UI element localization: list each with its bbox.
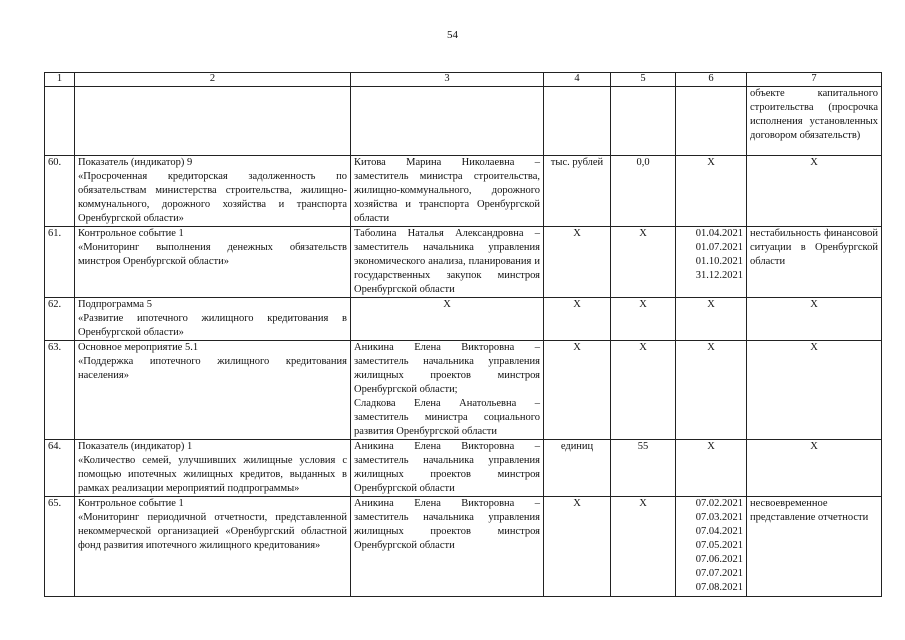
row-value: X [611, 341, 676, 440]
header-col-7: 7 [747, 73, 882, 87]
row-dates: X [676, 298, 747, 341]
row-name [75, 227, 351, 298]
row-description: «Количество семей, улучшивших жилищные условия с помощью ипотечных жилищных кредитов, выданных в рамках реализации мероприятий подпрограммы» [78, 455, 347, 494]
date: 07.08.2021 [695, 582, 743, 593]
row-dates: X [676, 156, 747, 227]
row-name [75, 341, 351, 440]
row-responsible [351, 341, 544, 440]
table-row-64 [45, 440, 882, 497]
row-value: 55 [611, 440, 676, 497]
row-dates: X [676, 341, 747, 440]
row-unit: тыс. рублей [544, 156, 611, 227]
row-unit: X [544, 298, 611, 341]
row-unit: X [544, 497, 611, 597]
row-number: 63. [45, 341, 75, 440]
row-name [75, 440, 351, 497]
row-title: Контрольное событие 1 [78, 498, 184, 509]
table-row-60 [45, 156, 882, 227]
header-col-2: 2 [75, 73, 351, 87]
date: 07.06.2021 [695, 554, 743, 565]
responsible-person: Аникина Елена Викторовна – заместитель начальника управления жилищных проектов минстроя Оренбургской области; [354, 342, 540, 395]
table-row-62 [45, 298, 882, 341]
row-value: 0,0 [611, 156, 676, 227]
table-row-63 [45, 341, 882, 440]
date: 07.04.2021 [695, 526, 743, 537]
date: 01.07.2021 [695, 242, 743, 253]
header-col-3: 3 [351, 73, 544, 87]
row-description: «Поддержка ипотечного жилищного кредитования населения» [78, 356, 347, 381]
row-responsible: Таболина Наталья Александровна – заместитель начальника управления экономического анализа, планирования и государственных закупок минстроя Оренбургской области [351, 227, 544, 298]
row-name [75, 156, 351, 227]
row-number: 64. [45, 440, 75, 497]
row-number: 61. [45, 227, 75, 298]
date: 31.12.2021 [695, 270, 743, 281]
row-title: Показатель (индикатор) 9 [78, 157, 193, 168]
row-responsible: Китова Марина Николаевна – заместитель министра строительства, жилищно-коммунального, дорожного хозяйства и транспорта Оренбургской области [351, 156, 544, 227]
row-risk: нестабильность финансовой ситуации в Оренбургской области [747, 227, 882, 298]
row-number: 60. [45, 156, 75, 227]
row-title: Показатель (индикатор) 1 [78, 441, 193, 452]
responsible-person: Сладкова Елена Анатольевна – заместитель министра социального развития Оренбургской области [354, 398, 540, 437]
row-dates [676, 227, 747, 298]
row-title: Контрольное событие 1 [78, 228, 184, 239]
row-title: Подпрограмма 5 [78, 299, 152, 310]
row-value: X [611, 298, 676, 341]
date: 01.04.2021 [695, 228, 743, 239]
continuation-row [45, 87, 882, 156]
row-risk: X [747, 341, 882, 440]
header-col-1: 1 [45, 73, 75, 87]
row-risk: несвоевременное представление отчетности [747, 497, 882, 597]
table-row-61 [45, 227, 882, 298]
row-description: «Мониторинг выполнения денежных обязательств минстроя Оренбургской области» [78, 242, 347, 267]
row-number: 65. [45, 497, 75, 597]
row-unit: X [544, 341, 611, 440]
row-unit: единиц [544, 440, 611, 497]
plan-table [44, 72, 882, 597]
row-number: 62. [45, 298, 75, 341]
row-risk: X [747, 156, 882, 227]
date: 07.05.2021 [695, 540, 743, 551]
row-unit: X [544, 227, 611, 298]
row-description: «Просроченная кредиторская задолженность по обязательствам министерства строительства, жилищно-коммунального, дорожного хозяйства и транспорта Оренбургской области» [78, 171, 347, 224]
row-title: Основное мероприятие 5.1 [78, 342, 199, 353]
continuation-risk: объекте капитального строительства (просрочка исполнения установленных договором обязательств) [747, 87, 882, 156]
row-dates: X [676, 440, 747, 497]
row-value: X [611, 227, 676, 298]
row-responsible: Аникина Елена Викторовна – заместитель начальника управления жилищных проектов минстроя Оренбургской области [351, 440, 544, 497]
row-responsible: Аникина Елена Викторовна – заместитель начальника управления жилищных проектов минстроя Оренбургской области [351, 497, 544, 597]
header-col-4: 4 [544, 73, 611, 87]
date: 01.10.2021 [695, 256, 743, 267]
page-number: 54 [447, 29, 458, 41]
row-description: «Мониторинг периодичной отчетности, представленной некоммерческой организацией «Оренбургский областной фонд развития ипотечного жилищного кредитования» [78, 512, 347, 551]
row-risk: X [747, 440, 882, 497]
row-value: X [611, 497, 676, 597]
row-name [75, 497, 351, 597]
row-responsible: X [351, 298, 544, 341]
header-col-6: 6 [676, 73, 747, 87]
date: 07.07.2021 [695, 568, 743, 579]
row-dates [676, 497, 747, 597]
row-risk: X [747, 298, 882, 341]
row-name [75, 298, 351, 341]
date: 07.02.2021 [695, 498, 743, 509]
table-row-65 [45, 497, 882, 597]
header-col-5: 5 [611, 73, 676, 87]
row-description: «Развитие ипотечного жилищного кредитования в Оренбургской области» [78, 313, 347, 338]
date: 07.03.2021 [695, 512, 743, 523]
header-row [45, 73, 882, 87]
